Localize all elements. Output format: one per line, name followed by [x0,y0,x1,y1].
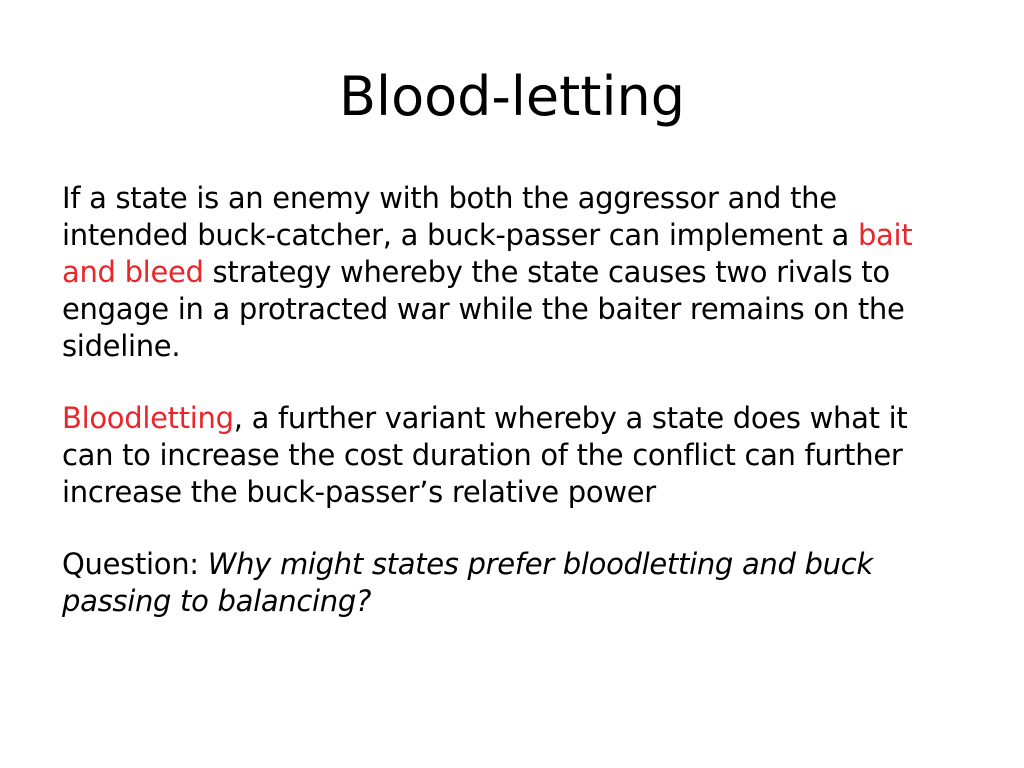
slide-title: Blood-letting [339,65,685,128]
question-label: Question: [62,547,208,581]
paragraph-bloodletting [62,400,962,511]
paragraph-bait-and-bleed [62,180,962,365]
slide-body [62,180,962,620]
highlight-bait-and-bleed: bait and bleed [62,218,913,289]
highlight-bloodletting: Bloodletting [62,401,234,435]
paragraph-text: If a state is an enemy with both the aggressor and the intended buck-catcher, a buck-passer can implement a [62,181,858,252]
paragraph-text: strategy whereby the state causes two rivals to engage in a protracted war while the baiter remains on the sideline. [62,255,905,363]
paragraph-question [62,546,962,620]
question-text: Why might states prefer bloodletting and buck passing to balancing? [62,547,873,618]
paragraph-text: , a further variant whereby a state does what it can to increase the cost duration of the conflict can further increase the buck-passer’s relative power [62,401,908,509]
